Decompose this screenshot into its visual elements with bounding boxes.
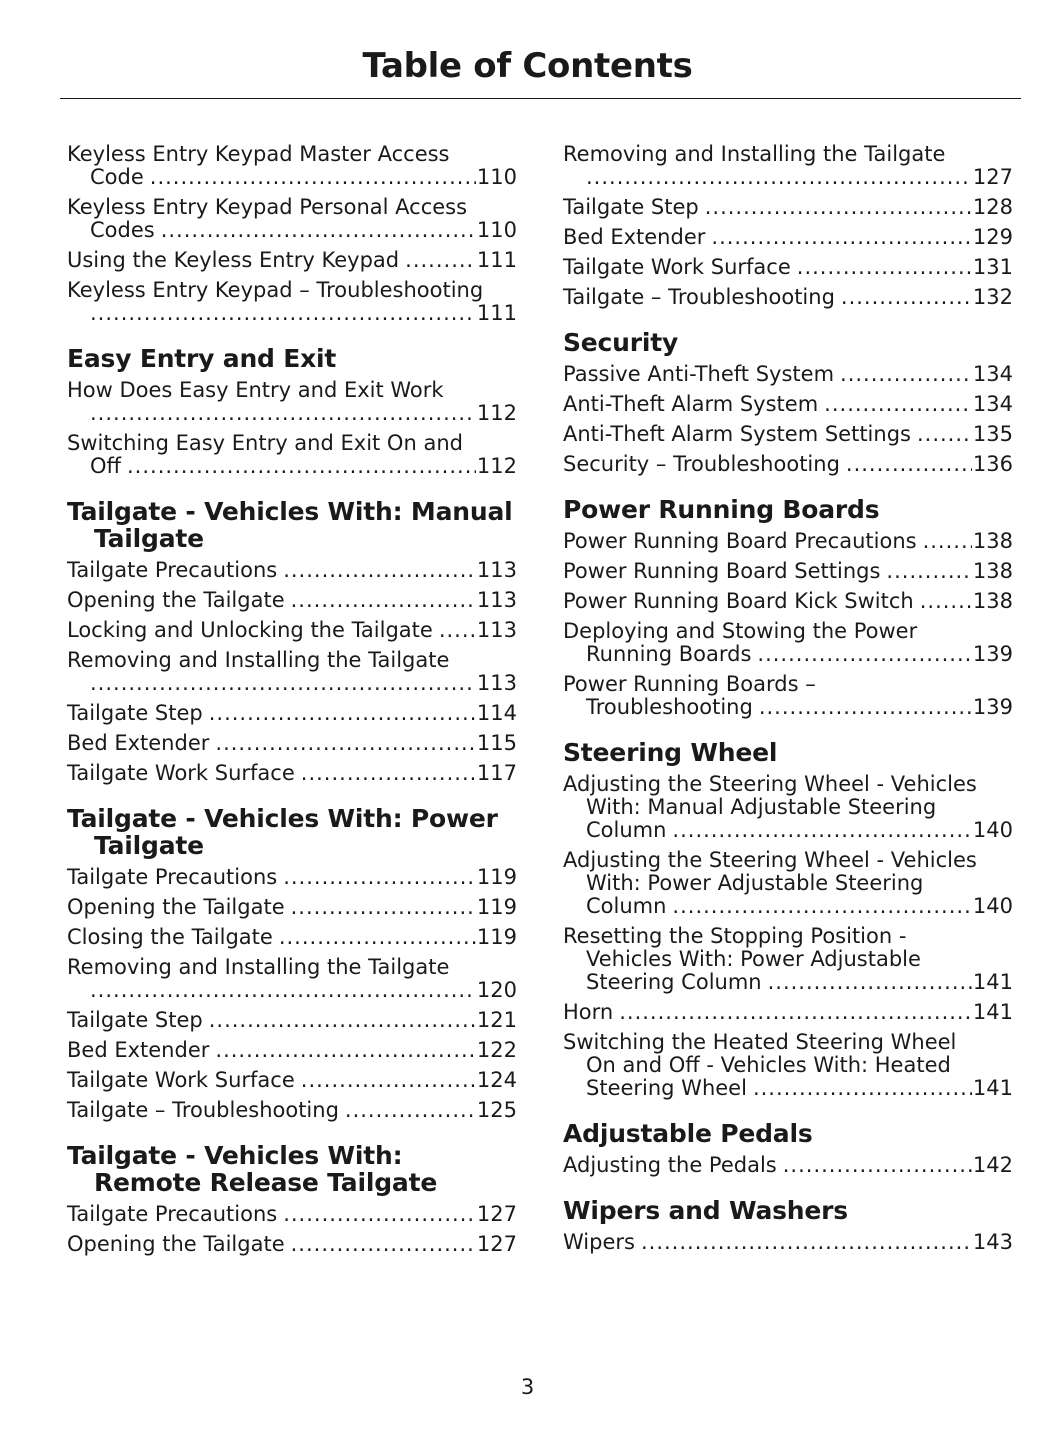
entry-title-text: Tailgate Precautions [67,865,278,889]
entry-title-text: Power Running Board Settings [563,559,881,583]
entry-title-text: Power Running Board Precautions [563,529,917,553]
entry-page-number: 115 [476,731,517,755]
section-title-adjustable-pedals: Adjustable Pedals [563,1119,813,1148]
page-title: Table of Contents [362,46,693,86]
entry-title-text: Wipers [563,1230,635,1254]
dot-leader [283,559,476,582]
entry-leader-row [67,1039,517,1062]
dot-leader [846,453,972,476]
toc-entry-removing-and-installing-the-tailgate[interactable] [67,956,517,1002]
section-title-wipers-and-washers: Wipers and Washers [563,1196,848,1225]
entry-leader-row [67,1069,517,1092]
entry-leader-row [563,895,1013,918]
toc-entry-removing-and-installing-the-tailgate[interactable] [67,649,517,695]
entry-title-text: Locking and Unlocking the Tailgate [67,618,433,642]
dot-leader [345,1099,476,1122]
entry-leader-row [67,702,517,725]
entry-page-number: 122 [476,1038,517,1062]
entry-page-number: 135 [972,422,1013,446]
dot-leader [291,896,476,919]
entry-title-text: Running Boards [586,642,752,666]
dot-leader [127,455,476,478]
entry-page-number: 140 [972,818,1013,842]
entry-page-number: 110 [476,165,517,189]
entry-title-line: Adjusting the Steering Wheel - Vehicles [563,772,977,796]
dot-leader [757,643,972,666]
entry-title-text: Bed Extender [67,731,210,755]
entry-page-number: 127 [476,1232,517,1256]
dot-leader [711,226,972,249]
entry-page-number: 141 [972,1000,1013,1024]
dot-leader [641,1231,972,1254]
entry-title-line: Vehicles With: Power Adjustable [586,947,921,971]
entry-title-line: Resetting the Stopping Position - [563,924,907,948]
entry-leader-row [67,559,517,582]
entry-page-number: 120 [476,978,517,1002]
toc-entry-deploying-and-stowing-the-power[interactable] [563,620,1013,666]
entry-title-text: Bed Extender [67,1038,210,1062]
toc-entry-bed-extender[interactable] [67,1039,517,1062]
toc-section [67,345,517,478]
toc-section [563,1120,1013,1177]
entry-leader-row [67,896,517,919]
entry-title-text: Tailgate Step [67,1008,203,1032]
entry-leader-row [67,302,517,325]
dot-leader [279,926,476,949]
entry-title-text: Column [586,818,667,842]
entry-title-line: Removing and Installing the Tailgate [67,955,450,979]
entry-leader-row [67,672,517,695]
section-title-security: Security [563,328,679,357]
entry-title-text: Tailgate Work Surface [563,255,791,279]
toc-entry-keyless-entry-keypad-master-access[interactable] [67,143,517,189]
entry-page-number: 139 [972,642,1013,666]
entry-title-text: Closing the Tailgate [67,925,273,949]
dot-leader [797,256,972,279]
dot-leader [759,696,972,719]
toc-entry-bed-extender[interactable] [67,732,517,755]
dot-leader [439,619,476,642]
entry-title-text: Anti-Theft Alarm System Settings [563,422,911,446]
entry-page-number: 143 [972,1230,1013,1254]
entry-page-number: 138 [972,589,1013,613]
toc-entry-opening-the-tailgate[interactable] [67,896,517,919]
entry-title-text: Adjusting the Pedals [563,1153,777,1177]
dot-leader [824,393,972,416]
entry-leader-row [67,926,517,949]
toc-entry-tailgate-precautions[interactable] [67,1203,517,1226]
toc-entry-tailgate-troubleshooting[interactable] [67,1099,517,1122]
toc-entry-resetting-the-stopping-position[interactable] [563,925,1013,994]
entry-page-number: 139 [972,695,1013,719]
toc-entry-switching-the-heated-steering-wheel[interactable] [563,1031,1013,1100]
entry-leader-row [67,1009,517,1032]
entry-leader-row [563,363,1013,386]
toc-entry-opening-the-tailgate[interactable] [67,1233,517,1256]
dot-leader [672,819,971,842]
entry-page-number: 136 [972,452,1013,476]
dot-leader [90,979,476,1002]
dot-leader [301,1069,476,1092]
dot-leader [405,249,476,272]
toc-entry-security-troubleshooting[interactable] [563,453,1013,476]
entry-leader-row [563,453,1013,476]
entry-title-text: Code [90,165,144,189]
entry-page-number: 134 [972,362,1013,386]
entry-leader-row [67,166,517,189]
dot-leader [161,219,476,242]
entry-leader-row [563,166,1013,189]
entry-leader-row [67,979,517,1002]
entry-title-line: On and Off - Vehicles With: Heated [586,1053,951,1077]
toc-entry-power-running-board-kick-switch[interactable] [563,590,1013,613]
entry-title-line: Deploying and Stowing the Power [563,619,918,643]
entry-leader-row [67,402,517,425]
entry-page-number: 111 [476,248,517,272]
toc-section [67,498,517,785]
toc-entry-tailgate-work-surface[interactable] [67,762,517,785]
dot-leader [841,286,972,309]
dot-leader [705,196,972,219]
entry-title-text: Power Running Board Kick Switch [563,589,914,613]
entry-leader-row [67,732,517,755]
page-number: 3 [520,1375,535,1399]
entry-leader-row [67,589,517,612]
entry-title-line: With: Power Adjustable Steering [586,871,924,895]
entry-leader-row [563,196,1013,219]
dot-leader [150,166,476,189]
entry-leader-row [563,590,1013,613]
entry-page-number: 110 [476,218,517,242]
toc-section [563,329,1013,476]
dot-leader [619,1001,972,1024]
dot-leader [783,1154,972,1177]
entry-title-line: Removing and Installing the Tailgate [563,142,946,166]
section-title-power-running-boards: Power Running Boards [563,495,880,524]
entry-title-line: Keyless Entry Keypad Personal Access [67,195,468,219]
entry-leader-row [563,226,1013,249]
entry-page-number: 141 [972,1076,1013,1100]
dot-leader [291,589,476,612]
entry-leader-row [563,1154,1013,1177]
toc-entry-power-running-board-precautions[interactable] [563,530,1013,553]
entry-title-text: Bed Extender [563,225,706,249]
dot-leader [90,402,476,425]
dot-leader [886,560,971,583]
toc-entry-tailgate-step[interactable] [563,196,1013,219]
entry-page-number: 138 [972,559,1013,583]
entry-page-number: 127 [972,165,1013,189]
section-title-tailgate-vehicles-with-power-tailgate: Tailgate - Vehicles With: Power Tailgate [67,804,498,860]
entry-title-text: Opening the Tailgate [67,895,285,919]
entry-page-number: 117 [476,761,517,785]
entry-title-text: Steering Wheel [586,1076,747,1100]
dot-leader [90,672,476,695]
entry-page-number: 113 [476,671,517,695]
entry-page-number: 134 [972,392,1013,416]
entry-title-line: Keyless Entry Keypad Master Access [67,142,450,166]
dot-leader [283,1203,476,1226]
entry-title-text: Codes [90,218,155,242]
entry-page-number: 113 [476,588,517,612]
entry-page-number: 119 [476,895,517,919]
toc-entry-tailgate-work-surface[interactable] [563,256,1013,279]
entry-leader-row [563,1231,1013,1254]
toc-entry-anti-theft-alarm-system[interactable] [563,393,1013,416]
entry-leader-row [563,819,1013,842]
entry-title-text: Off [90,454,121,478]
entry-leader-row [563,560,1013,583]
toc-entry-using-the-keyless-entry-keypad[interactable] [67,249,517,272]
entry-page-number: 127 [476,1202,517,1226]
entry-page-number: 113 [476,618,517,642]
entry-page-number: 125 [476,1098,517,1122]
entry-leader-row [563,423,1013,446]
entry-page-number: 132 [972,285,1013,309]
dot-leader [283,866,476,889]
entry-leader-row [67,866,517,889]
entry-page-number: 119 [476,925,517,949]
entry-page-number: 124 [476,1068,517,1092]
toc-entry-wipers[interactable] [563,1231,1013,1254]
entry-title-text: Steering Column [586,970,762,994]
dot-leader [209,1009,476,1032]
entry-leader-row [67,219,517,242]
toc-column-right [563,143,1013,1274]
toc-section [67,805,517,1122]
section-title-steering-wheel: Steering Wheel [563,738,778,767]
entry-title-text: Tailgate Work Surface [67,1068,295,1092]
entry-leader-row [563,971,1013,994]
entry-title-line: Keyless Entry Keypad – Troubleshooting [67,278,484,302]
entry-leader-row [563,643,1013,666]
entry-title-text: Using the Keyless Entry Keypad [67,248,400,272]
toc-section [67,143,517,325]
entry-leader-row [563,1077,1013,1100]
section-title-easy-entry-and-exit: Easy Entry and Exit [67,344,337,373]
toc-entry-anti-theft-alarm-system-settings[interactable] [563,423,1013,446]
toc-entry-power-running-board-settings[interactable] [563,560,1013,583]
dot-leader [840,363,972,386]
entry-title-line: Switching Easy Entry and Exit On and [67,431,463,455]
toc-entry-locking-and-unlocking-the-tailgate[interactable] [67,619,517,642]
toc-entry-power-running-boards[interactable] [563,673,1013,719]
entry-title-text: Tailgate Precautions [67,1202,278,1226]
entry-title-text: Tailgate Step [67,701,203,725]
dot-leader [586,166,972,189]
entry-leader-row [563,256,1013,279]
entry-page-number: 142 [972,1153,1013,1177]
toc-entry-keyless-entry-keypad-personal-access[interactable] [67,196,517,242]
entry-title-text: Security – Troubleshooting [563,452,840,476]
dot-leader [672,895,971,918]
entry-leader-row [67,762,517,785]
entry-page-number: 112 [476,454,517,478]
entry-leader-row [67,1233,517,1256]
entry-leader-row [67,249,517,272]
section-title-tailgate-vehicles-with-remote-release-tailgate: Tailgate - Vehicles With: Remote Release Tailgate [67,1141,438,1197]
dot-leader [215,732,476,755]
entry-leader-row [67,455,517,478]
entry-title-text: Tailgate – Troubleshooting [563,285,835,309]
toc-entry-tailgate-work-surface[interactable] [67,1069,517,1092]
dot-leader [301,762,476,785]
entry-page-number: 113 [476,558,517,582]
entry-leader-row [563,286,1013,309]
entry-page-number: 129 [972,225,1013,249]
entry-page-number: 112 [476,401,517,425]
dot-leader [209,702,476,725]
entry-title-text: Tailgate Precautions [67,558,278,582]
toc-section [563,496,1013,719]
toc-entry-removing-and-installing-the-tailgate[interactable] [563,143,1013,189]
toc-entry-keyless-entry-keypad-troubleshooting[interactable] [67,279,517,325]
entry-page-number: 141 [972,970,1013,994]
entry-title-text: Opening the Tailgate [67,588,285,612]
entry-title-line: How Does Easy Entry and Exit Work [67,378,444,402]
entry-page-number: 128 [972,195,1013,219]
toc-section [563,1197,1013,1254]
section-title-tailgate-vehicles-with-manual-tailgate: Tailgate - Vehicles With: Manual Tailgate [67,497,513,553]
entry-title-text: Anti-Theft Alarm System [563,392,819,416]
toc-entry-horn[interactable] [563,1001,1013,1024]
title-divider [60,98,1021,99]
entry-title-text: Opening the Tailgate [67,1232,285,1256]
entry-title-text: Tailgate – Troubleshooting [67,1098,339,1122]
toc-entry-how-does-easy-entry-and-exit-work[interactable] [67,379,517,425]
entry-title-line: Removing and Installing the Tailgate [67,648,450,672]
dot-leader [215,1039,476,1062]
entry-title-line: With: Manual Adjustable Steering [586,795,937,819]
entry-leader-row [67,1099,517,1122]
entry-leader-row [563,1001,1013,1024]
entry-page-number: 138 [972,529,1013,553]
entry-title-text: Tailgate Work Surface [67,761,295,785]
toc-section [563,143,1013,309]
entry-page-number: 140 [972,894,1013,918]
toc-entry-bed-extender[interactable] [563,226,1013,249]
toc-entry-switching-easy-entry-and-exit-on-and[interactable] [67,432,517,478]
toc-entry-adjusting-the-steering-wheel-vehicles[interactable] [563,849,1013,918]
toc-entry-closing-the-tailgate[interactable] [67,926,517,949]
dot-leader [90,302,476,325]
entry-leader-row [563,393,1013,416]
dot-leader [753,1077,972,1100]
toc-entry-tailgate-step[interactable] [67,1009,517,1032]
toc-entry-tailgate-precautions[interactable] [67,866,517,889]
dot-leader [768,971,972,994]
entry-leader-row [67,1203,517,1226]
toc-section [67,1142,517,1256]
entry-page-number: 121 [476,1008,517,1032]
entry-title-text: Horn [563,1000,614,1024]
toc-entry-adjusting-the-pedals[interactable] [563,1154,1013,1177]
dot-leader [923,530,972,553]
entry-title-text: Tailgate Step [563,195,699,219]
entry-title-line: Switching the Heated Steering Wheel [563,1030,957,1054]
entry-leader-row [67,619,517,642]
toc-entry-tailgate-step[interactable] [67,702,517,725]
toc-entry-tailgate-troubleshooting[interactable] [563,286,1013,309]
entry-leader-row [563,530,1013,553]
entry-title-text: Troubleshooting [586,695,753,719]
dot-leader [917,423,972,446]
entry-title-line: Adjusting the Steering Wheel - Vehicles [563,848,977,872]
dot-leader [291,1233,476,1256]
toc-entry-tailgate-precautions[interactable] [67,559,517,582]
toc-entry-passive-anti-theft-system[interactable] [563,363,1013,386]
entry-page-number: 111 [476,301,517,325]
entry-page-number: 114 [476,701,517,725]
toc-entry-opening-the-tailgate[interactable] [67,589,517,612]
dot-leader [920,590,972,613]
entry-leader-row [563,696,1013,719]
toc-entry-adjusting-the-steering-wheel-vehicles[interactable] [563,773,1013,842]
entry-title-line: Power Running Boards – [563,672,816,696]
toc-section [563,739,1013,1100]
entry-page-number: 119 [476,865,517,889]
entry-title-text: Passive Anti-Theft System [563,362,835,386]
entry-page-number: 131 [972,255,1013,279]
entry-title-text: Column [586,894,667,918]
toc-column-left [67,143,517,1276]
